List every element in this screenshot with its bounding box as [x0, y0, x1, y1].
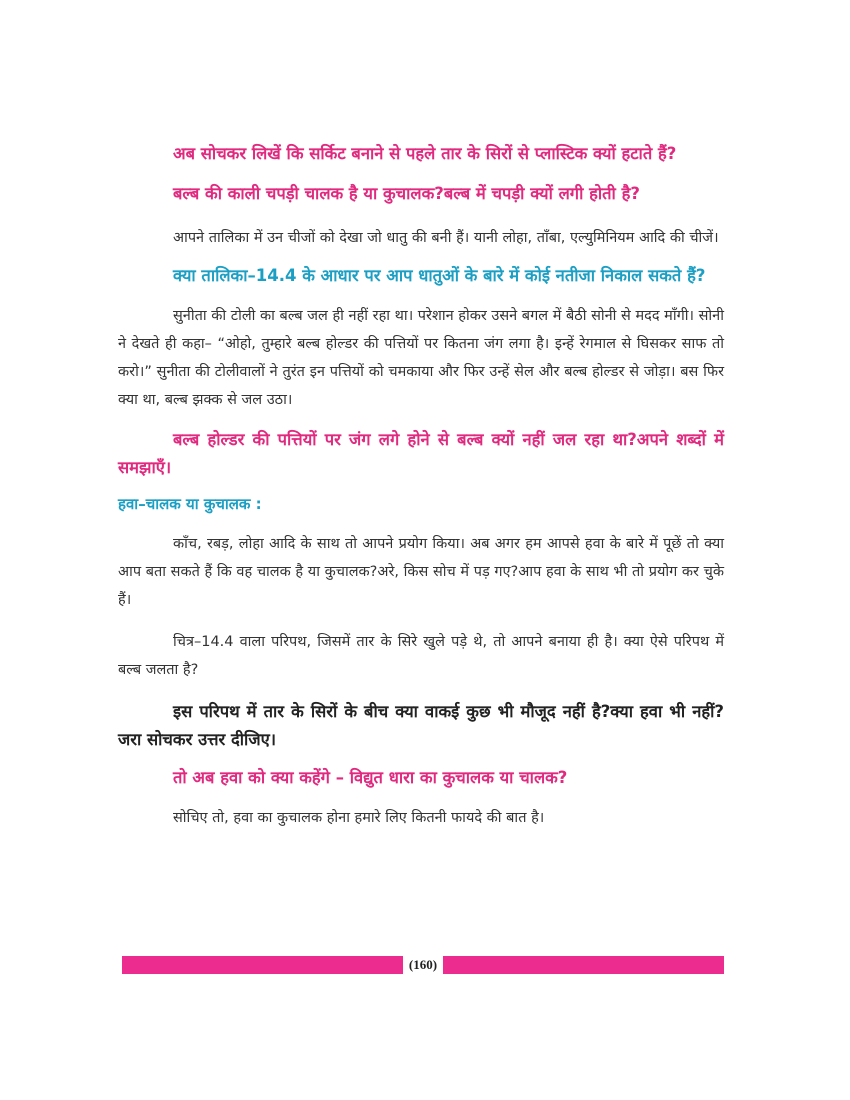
- section-heading-air: हवा–चालक या कुचालक :: [118, 495, 262, 513]
- paragraph-air-benefit: सोचिए तो, हवा का कुचालक होना हमारे लिए कितनी फायदे की बात है।: [173, 810, 545, 826]
- question-rust-holder: बल्ब होल्डर की पत्तियों पर जंग लगे होने से बल्ब क्यों नहीं जल रहा था?अपने शब्दों में समझाएँ।: [118, 430, 724, 477]
- paragraph-sunita-story: सुनीता की टोली का बल्ब जल ही नहीं रहा था। परेशान होकर उसने बगल में बैठी सोनी से मदद माँगी। सोनी ने देखते ही कहा– “ओहो, तुम्हारे बल्ब होल्डर की पत्तियों पर कितना जंग लगा है। इन्हें रेगमाल से घिसकर साफ तो करो।” सुनीता की टोलीवालों ने तुरंत इन पत्तियों को चमकाया और फिर उन्हें सेल और बल्ब होल्डर से जोड़ा। बस फिर क्या था, बल्ब झक्क से जल उठा।: [118, 308, 724, 408]
- footer-bar-right: [443, 956, 724, 974]
- question-air-between-wires: इस परिपथ में तार के सिरों के बीच क्या वाकई कुछ भी मौजूद नहीं है?क्या हवा भी नहीं?जरा सोचकर उत्तर दीजिए।: [118, 702, 724, 749]
- footer-bar-left: [122, 956, 403, 974]
- page-content: [118, 140, 724, 832]
- question-plastic-removal: अब सोचकर लिखें कि सर्किट बनाने से पहले तार के सिरों से प्लास्टिक क्यों हटाते हैं?: [173, 144, 677, 163]
- page-footer: [122, 956, 724, 974]
- question-table-conclusion: क्या तालिका–14.4 के आधार पर आप धातुओं के बारे में कोई नतीजा निकाल सकते हैं?: [173, 266, 706, 285]
- paragraph-air-experiment: काँच, रबड़, लोहा आदि के साथ तो आपने प्रयोग किया। अब अगर हम आपसे हवा के बारे में पूछें तो क्या आप बता सकते हैं कि वह चालक है या कुचालक?अरे, किस सोच में पड़ गए?आप हवा के साथ भी तो प्रयोग कर चुके हैं।: [118, 536, 724, 608]
- paragraph-open-circuit: चित्र–14.4 वाला परिपथ, जिसमें तार के सिरे खुले पड़े थे, तो आपने बनाया ही है। क्या ऐसे परिपथ में बल्ब जलता है?: [118, 634, 724, 678]
- paragraph-metals: आपने तालिका में उन चीजों को देखा जो धातु की बनी हैं। यानी लोहा, ताँबा, एल्युमिनियम आदि की चीजें।: [173, 230, 719, 246]
- page-number: (160): [408, 957, 438, 972]
- question-bulb-lacquer: बल्ब की काली चपड़ी चालक है या कुचालक?बल्ब में चपड़ी क्यों लगी होती है?: [173, 184, 640, 203]
- question-air-conductor: तो अब हवा को क्या कहेंगे – विद्युत धारा का कुचालक या चालक?: [173, 768, 568, 787]
